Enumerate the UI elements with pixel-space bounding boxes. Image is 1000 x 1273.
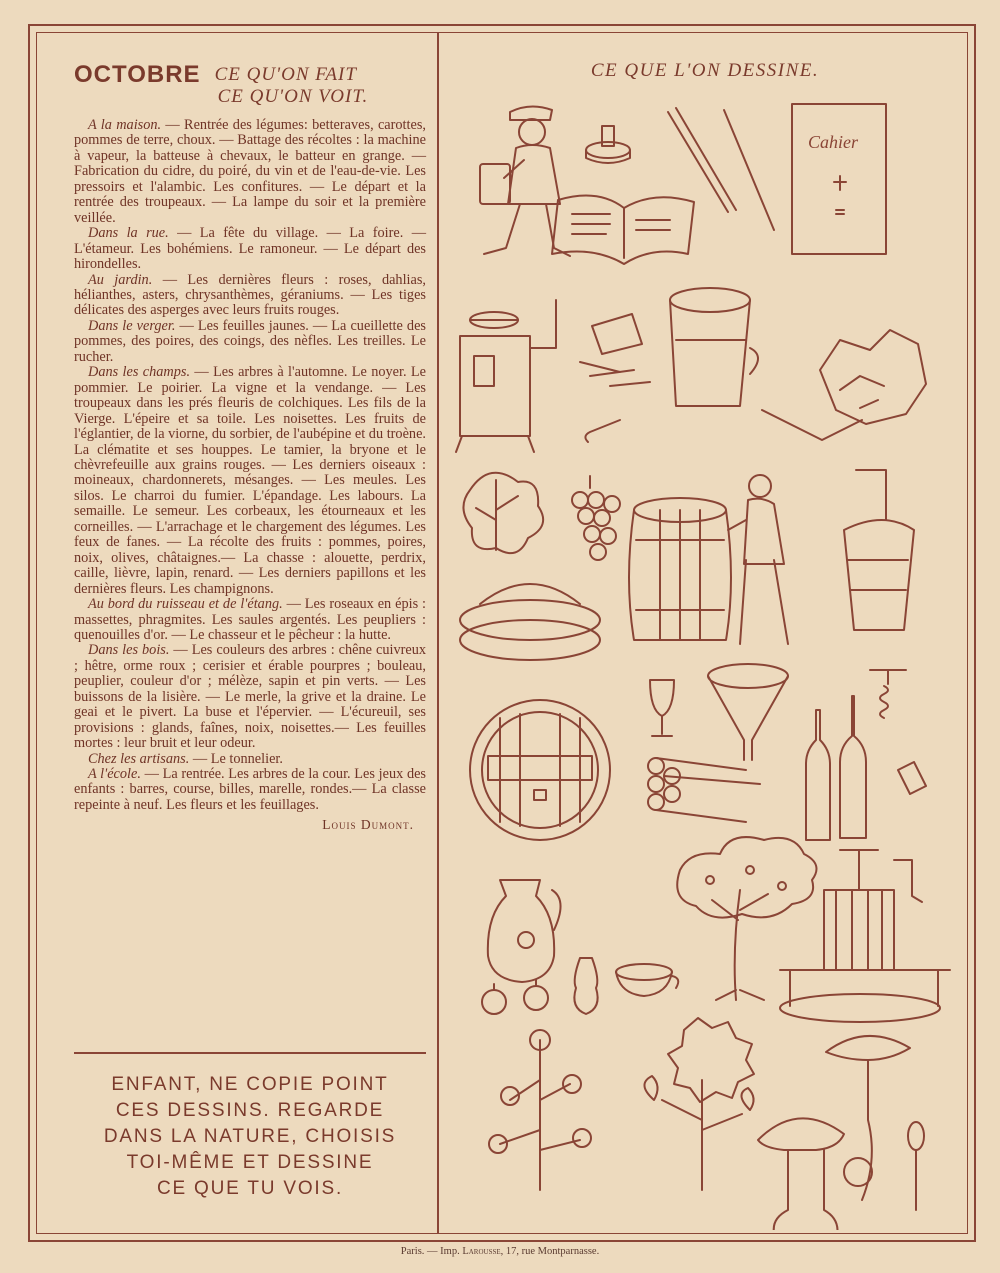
- paragraph-verger: [74, 319, 426, 365]
- paragraph-ecole: [74, 767, 426, 813]
- advice-line: ENFANT, NE COPIE POINT: [111, 1074, 389, 1095]
- title-subtitle: [215, 58, 369, 108]
- bottles-illustration: [806, 696, 866, 840]
- cahier-label: Cahier: [808, 132, 859, 152]
- paragraph-heading: A la maison.: [88, 117, 162, 133]
- paragraph-text: — La rentrée. Les arbres de la cour. Les jeux des enfants : barres, course, billes, marelle, rondes.— La classe repeinte à neuf. Les fleurs et les feuillages.: [74, 766, 426, 813]
- paragraph-artisans: [74, 752, 426, 767]
- imprint-footer: [0, 1246, 1000, 1257]
- advice-line: DANS LA NATURE, CHOISIS: [103, 1126, 397, 1147]
- paragraph-text: — Les dernières fleurs : roses, dahlias, hélianthes, asters, chrysanthèmes, géraniums. — Les tiges délicates des asperges avec leurs fruits rouges.: [74, 271, 427, 319]
- grapes-illustration: [572, 476, 620, 560]
- wine-press-illustration: [780, 850, 950, 1022]
- jug-illustration: [488, 880, 561, 982]
- title-row: [74, 58, 426, 110]
- paragraph-text: — Les couleurs des arbres : chêne cuivreux ; hêtre, orme roux ; cerisier et érable pourpres ; bouleau, peuplier, couleur d'or ; mélèze, sapin et pin verts. — Les buissons de la lisière. — Le merle, la grive et la draine. Le geai et le pivert. La buse et l'épervier. — L'écureuil, ses provisions : glands, faînes, noix, noisettes.— Les feuilles mortes : leur bruit et leur odeur.: [74, 642, 427, 752]
- paragraph-text: — Le tonnelier.: [189, 750, 283, 767]
- bucket-illustration: [670, 288, 758, 406]
- paragraph-heading: Chez les artisans.: [88, 750, 190, 767]
- chrysanthemum-illustration: [644, 1018, 754, 1190]
- paragraph-text: — Rentrée des légumes: betteraves, carottes, pommes de terre, choux. — Battage des récoltes : la machine à vapeur, la batteuse à chevaux, le batteur en grange. — Fabrication du cidre, du poiré, du vin et de l'eau-de-vie. Les pressoirs et l'alambic. Les confitures. — Le départ et la rentrée des troupeaux. — La lampe du soir et la première veillée.: [74, 117, 426, 226]
- paragraph-text: — Les roseaux en épis : massettes, phragmites. Les saules argentés. Les peupliers : quenouilles d'or. — Le chasseur et le pêcheur : la hutte.: [74, 596, 426, 643]
- advice-line: TOI-MÊME ET DESSINE: [126, 1152, 374, 1173]
- paragraph-heading: Au jardin.: [88, 271, 153, 288]
- kindling-illustration: [580, 314, 650, 442]
- paragraph-jardin: [74, 273, 426, 319]
- open-book-illustration: [552, 196, 694, 265]
- paragraph-heading: Dans les bois.: [88, 642, 170, 659]
- paragraph-rue: [74, 226, 426, 272]
- footer-printer: Larousse: [462, 1246, 501, 1257]
- paragraph-text: — Les feuilles jaunes. — La cueillette des pommes, des poires, des coings, des nèfles. Les treilles. Le rucher.: [74, 317, 426, 365]
- footer-suffix: , 17, rue Montparnasse.: [500, 1246, 600, 1257]
- apples-illustration: [482, 980, 548, 1014]
- stove-illustration: [456, 300, 556, 452]
- paragraph-heading: Dans la rue.: [88, 225, 169, 242]
- vine-leaf-illustration: [463, 473, 543, 553]
- wicker-baskets-illustration: [460, 584, 600, 660]
- footer-prefix: Paris. — Imp.: [400, 1246, 463, 1257]
- subtitle-line-2: CE QU'ON VOIT.: [217, 86, 369, 107]
- paragraph-text: — Les arbres à l'automne. Le noyer. Le pommier. Le poirier. La vigne et la vendange. — Les troupeaux dans les prés fleuris de colchiques. Les fils de la Vierge. L'épeire et sa toile. Les noisettes. Les fruits de l'églantier, de la viorne, du sorbier, de l'aubépine et du troène. La clématite et ses houppes. Le tamier, la bryone et le chèvrefeuille aux grains rouges. — Les derniers oiseaux : moineaux, chardonnerets, mésanges. — Les meules. Les silos. Le charroi du fumier. L'épandage. Les labours. La semaille. Le semeur. Les corbeaux, les étourneaux et les corneilles. — L'arrachage et le chargement des légumes. Les feux de fanes. — La récolte des fruits : pommes, poires, noix, olives, châtaignes.— La chasse : alouette, perdrix, caille, lièvre, lapin, renard. — Les derniers papillons et les dernières fleurs. Les champignons.: [74, 364, 426, 597]
- corkscrew-illustration: [870, 670, 906, 718]
- asters-illustration: [489, 1030, 591, 1190]
- wine-glass-illustration: [650, 680, 674, 736]
- paragraph-maison: [74, 118, 426, 226]
- apple-tree-illustration: [677, 837, 816, 1000]
- mushrooms-illustration: [758, 1036, 924, 1230]
- paragraph-heading: A l'école.: [88, 766, 141, 783]
- cork-illustration: [898, 762, 926, 794]
- paragraph-ruisseau: [74, 597, 426, 643]
- pear-illustration: [574, 958, 597, 1014]
- advice-line: CE QUE TU VOIS.: [156, 1178, 344, 1199]
- cup-illustration: [616, 964, 678, 996]
- barrel-illustration: [629, 498, 731, 640]
- body-text: [74, 118, 426, 833]
- grape-basket-illustration: [844, 470, 914, 630]
- advice-rule: [74, 1052, 426, 1054]
- paragraph-bois: [74, 643, 426, 751]
- inkwell-illustration: [586, 126, 630, 163]
- cask-illustration: [470, 700, 610, 840]
- advice-line: CES DESSINS. REGARDE: [115, 1100, 385, 1121]
- column-divider: [437, 32, 439, 1234]
- drawings-title: CE QUE L'ON DESSINE.: [590, 60, 820, 81]
- paragraph-heading: Dans les champs.: [88, 364, 191, 381]
- author-signature: Louis Dumont.: [322, 817, 414, 833]
- paragraph-heading: Dans le verger.: [88, 317, 176, 334]
- paragraph-text: — La fête du village. — La foire. — L'étameur. Les bohémiens. Le ramoneur. — Le départ des hirondelles.: [74, 225, 426, 273]
- schoolboy-illustration: [480, 106, 570, 256]
- staves-illustration: [648, 758, 760, 822]
- cooper-illustration: [728, 475, 788, 644]
- advice-block: [72, 1072, 428, 1202]
- paragraph-heading: Au bord du ruisseau et de l'étang.: [88, 596, 283, 613]
- charcoal-illustration: [762, 330, 926, 440]
- paragraph-champs: [74, 365, 426, 597]
- subtitle-line-1: CE QU'ON FAIT: [214, 64, 357, 85]
- drawings-panel: [440, 90, 970, 1230]
- left-column: [74, 58, 426, 833]
- month-title: OCTOBRE: [74, 61, 201, 88]
- funnel-illustration: [708, 664, 788, 760]
- cahier-illustration: [792, 104, 886, 254]
- pens-illustration: [668, 108, 774, 230]
